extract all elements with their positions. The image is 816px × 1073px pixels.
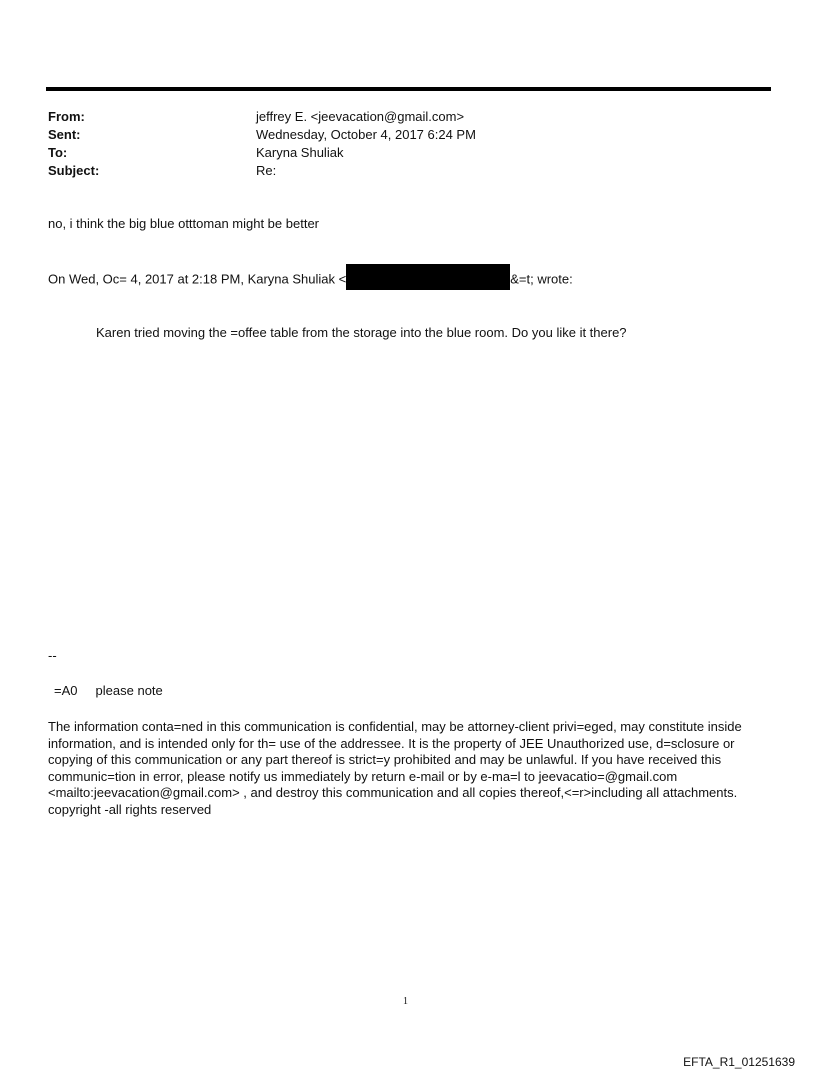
header-from-row <box>48 108 648 126</box>
email-header <box>48 108 648 180</box>
header-to-row <box>48 144 648 162</box>
signature-separator: -- <box>48 648 57 663</box>
quoted-message: Karen tried moving the =offee table from the storage into the blue room. Do you like it there? <box>96 325 627 340</box>
page-number: 1 <box>403 996 408 1007</box>
header-rule <box>46 87 771 91</box>
from-value: jeffrey E. <jeevacation@gmail.com> <box>256 109 465 124</box>
redaction-box <box>346 264 510 290</box>
header-sent-row <box>48 126 648 144</box>
to-label: To: <box>48 145 68 160</box>
sent-value: Wednesday, October 4, 2017 6:24 PM <box>256 127 476 142</box>
to-value: Karyna Shuliak <box>256 145 344 160</box>
sent-label: Sent: <box>48 127 81 142</box>
reply-intro-after: &=t; wrote: <box>510 271 573 287</box>
subject-value: Re: <box>256 163 277 178</box>
please-note: =A0 please note <box>54 683 163 698</box>
subject-label: Subject: <box>48 163 100 178</box>
email-body: no, i think the big blue otttoman might be better <box>48 216 320 231</box>
from-label: From: <box>48 109 85 124</box>
confidentiality-disclaimer: The information conta=ned in this communication is confidential, may be attorney-client privi=eged, may constitute inside information, and is intended only for th= use of the addressee. It is the property of JEE Unauthorized use, d=sclosure or copying of this communication or any part thereof is strict=y prohibited and may be unlawful. If you have received this communic=tion in error, please notify us immediately by return e-mail or by e-ma=l to jeevacatio=@gmail.com <mailto:jeevacation@gmail.com> , and destroy this communication and all copies thereof,<=r>including all attachments. copyright -all rights reserved <box>48 719 742 817</box>
reply-intro-before: On Wed, Oc= 4, 2017 at 2:18 PM, Karyna Shuliak < <box>48 271 347 287</box>
header-subject-row <box>48 162 648 180</box>
bates-number: EFTA_R1_01251639 <box>683 1055 795 1069</box>
reply-intro <box>48 270 573 290</box>
